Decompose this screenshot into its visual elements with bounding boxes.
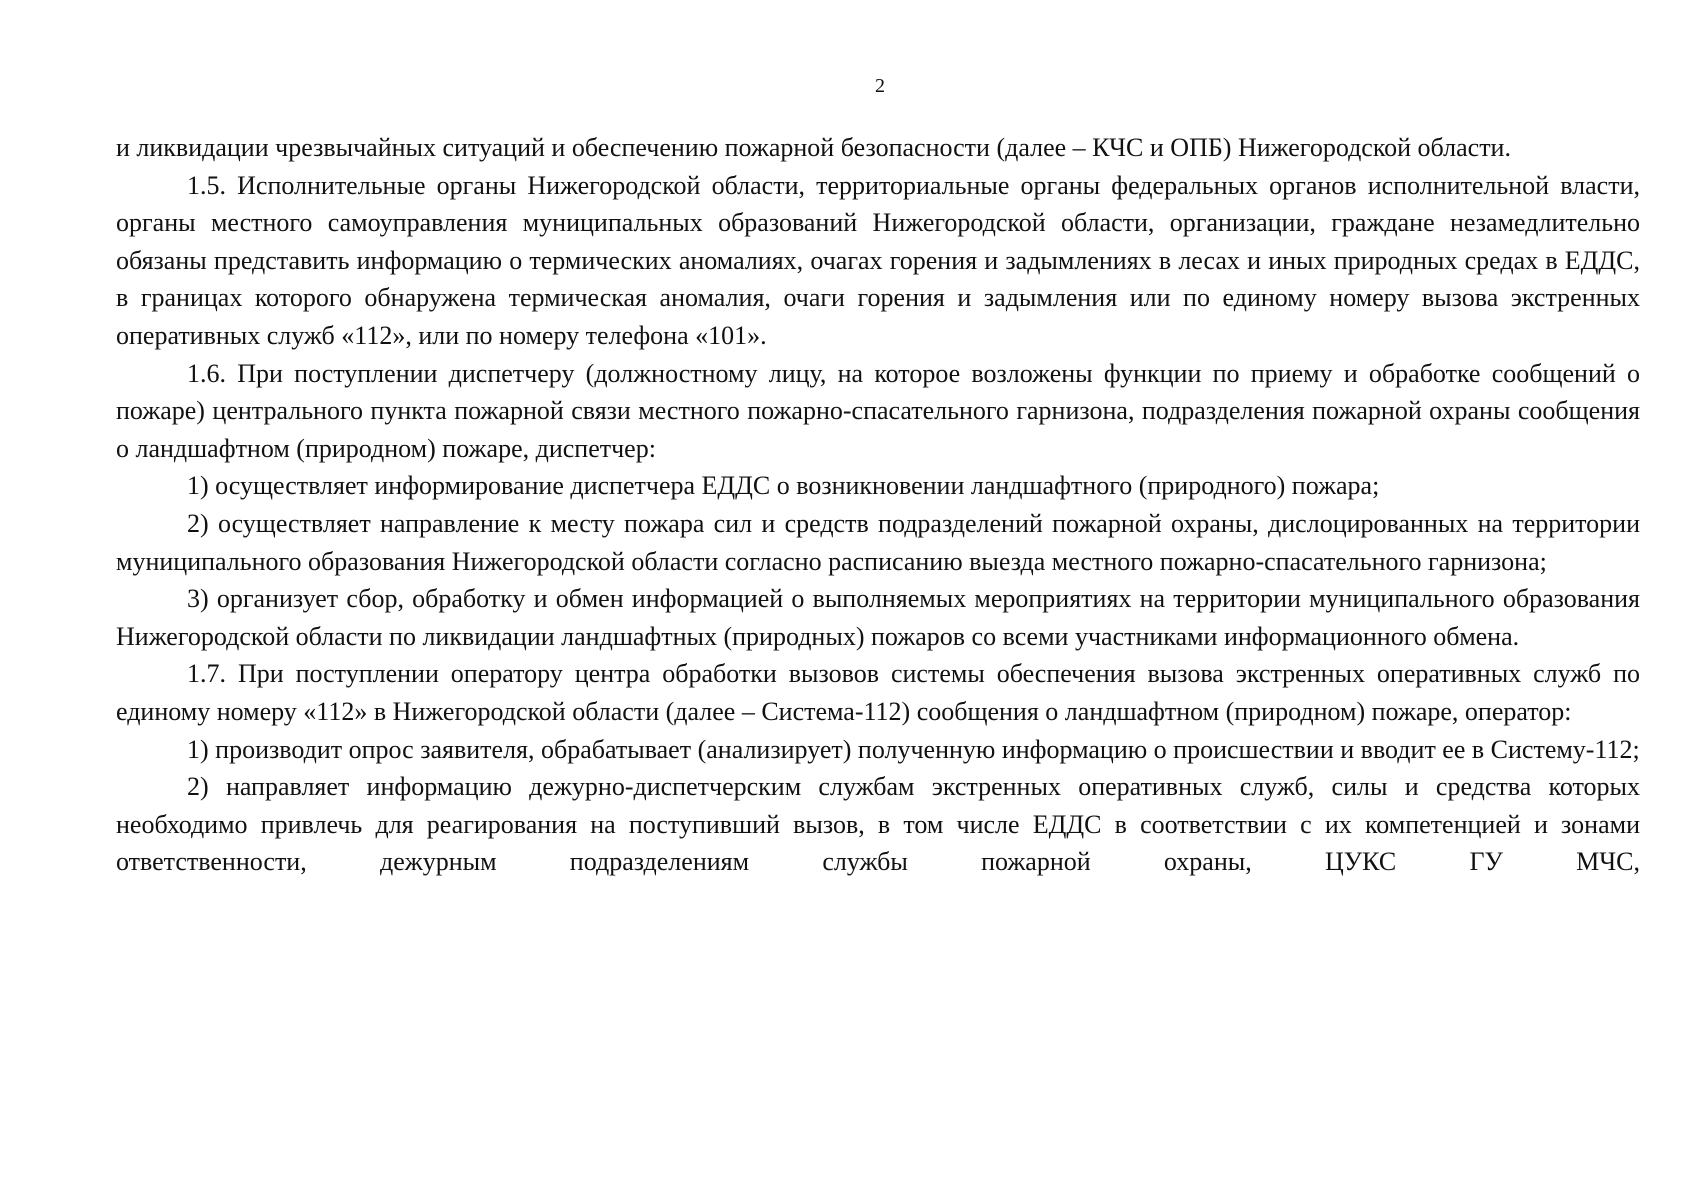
paragraph-1-6: 1.6. При поступлении диспетчеру (должностному лицу, на которое возложены функции по приему и обработке сообщений о пожаре) центрального пункта пожарной связи местного пожарно-спасательного гарнизона, подразделения пожарной охраны сообщения о ландшафтном (природном) пожаре, диспетчер:: [116, 358, 1640, 463]
paragraph-continuation-kchs: и ликвидации чрезвычайных ситуаций и обеспечению пожарной безопасности (далее – КЧС и ОПБ) Нижегородской области.: [116, 133, 1511, 162]
paragraph-1-5: 1.5. Исполнительные органы Нижегородской области, территориальные органы федеральных органов исполнительной власти, органы местного самоуправления муниципальных образований Нижегородской области, организации, граждане незамедлительно обязаны представить информацию о термических аномалиях, очагах горения и задымлениях в лесах и иных природных средах в ЕДДС, в границах которого обнаружена термическая аномалия, очаги горения и задымления или по единому номеру вызова экстренных оперативных служб «112», или по номеру телефона «101».: [116, 170, 1640, 350]
document-body: [116, 129, 1640, 881]
paragraph-1-7: 1.7. При поступлении оператору центра обработки вызовов системы обеспечения вызова экстренных оперативных служб по единому номеру «112» в Нижегородской области (далее – Система-112) сообщения о ландшафтном (природном) пожаре, оператор:: [116, 659, 1640, 726]
paragraph-1-7-item-1: 1) производит опрос заявителя, обрабатывает (анализирует) полученную информацию о происшествии и вводит ее в Систему-112;: [187, 734, 1640, 764]
paragraph-1-7-item-2: 2) направляет информацию дежурно-диспетчерским службам экстренных оперативных служб, силы и средства которых необходимо привлечь для реагирования на поступивший вызов, в том числе ЕДДС в соответствии с их компетенцией и зонами ответственности, дежурным подразделениям службы пожарной охраны, ЦУКС ГУ МЧС,: [116, 772, 1640, 877]
paragraph-1-6-item-1: 1) осуществляет информирование диспетчера ЕДДС о возникновении ландшафтного (природного) пожара;: [187, 471, 1380, 501]
paragraph-1-6-item-2: 2) осуществляет направление к месту пожара сил и средств подразделений пожарной охраны, дислоцированных на территории муниципального образования Нижегородской области согласно расписанию выезда местного пожарно-спасательного гарнизона;: [116, 508, 1640, 576]
paragraph-1-6-item-3: 3) организует сбор, обработку и обмен информацией о выполняемых мероприятиях на территории муниципального образования Нижегородской области по ликвидации ландшафтных (природных) пожаров со всеми участниками информационного обмена.: [116, 584, 1640, 651]
page-number: 2: [875, 75, 885, 97]
